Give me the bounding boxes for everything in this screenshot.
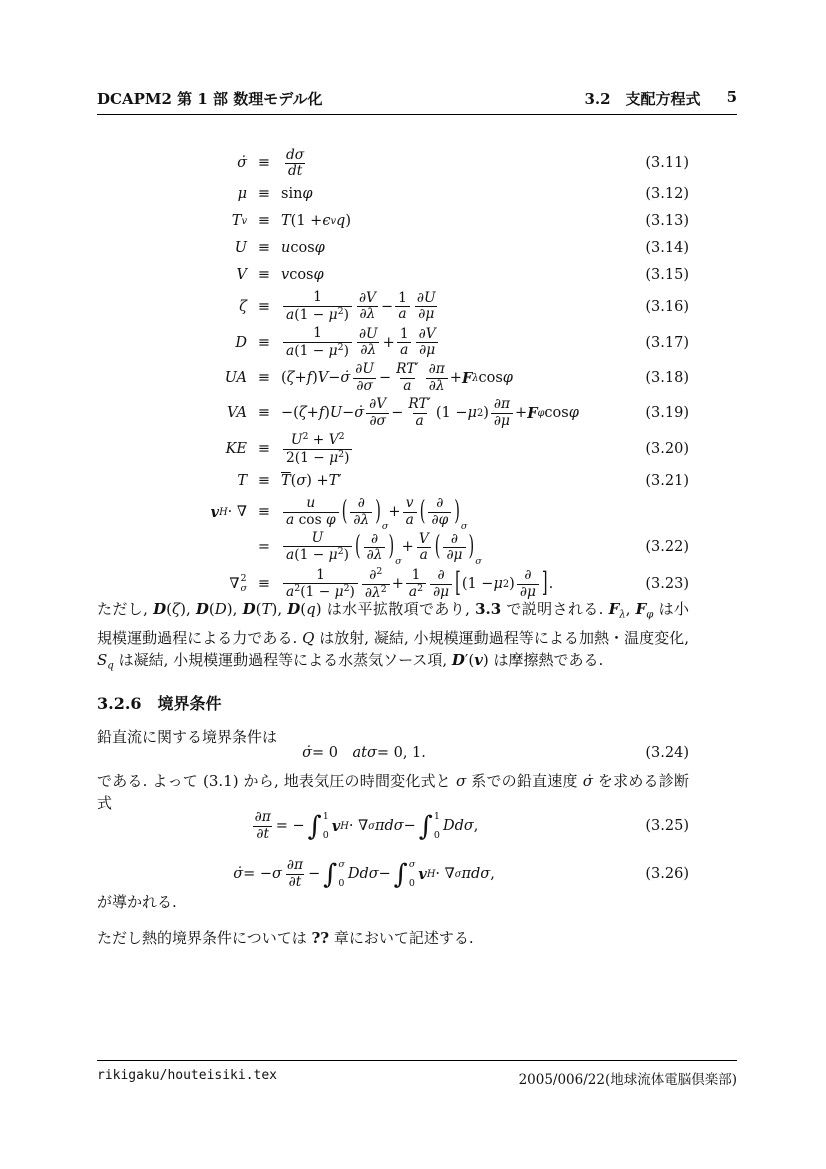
equation-number: (3.26) [645,866,689,882]
equation-row [97,236,689,260]
equation-number: (3.21) [645,473,689,490]
equation-relation: ≡ [257,504,271,521]
equation-rhs: u cos φ [281,240,325,257]
equation-row [97,290,689,323]
equation-relation: ≡ [257,576,271,593]
equation-number: (3.22) [645,539,689,556]
equation-row [97,567,689,601]
equation-lhs: V [236,267,247,284]
paragraph-derived: が導かれる. [97,893,177,911]
equation-number: (3.23) [645,576,689,593]
equation-number: (3.12) [645,186,689,203]
equation-rhs: $\frac{U}{a(1 - \mu^2)}$ ( $\frac{\partial}{\partial\lambda}$ ) σ + $\frac{V}{a}$ ( $\frac{\partial}{\partial\mu}$ ) σ [281,531,631,564]
equation-rhs: $\frac{1}{a(1 - \mu^2)}$ $\frac{\partial V}{\partial\lambda}$ − $\frac{1}{a}$ $\frac{\partial U}{\partial\mu}$ [281,290,631,323]
equation-lhs: μ [237,186,247,203]
equation-number: (3.14) [645,240,689,257]
equation-rhs: sin φ [281,186,313,203]
equation-number: (3.17) [645,334,689,351]
equation-number: (3.16) [645,298,689,315]
equation-rhs: v cos φ [281,267,324,284]
equation-number: (3.19) [645,405,689,422]
header-title: DCAPM2 第 1 部 数理モデル化 [97,90,323,108]
header-section: 3.2 支配方程式 [584,90,701,108]
equation-block [97,146,689,603]
equation-row [97,469,689,493]
equation-row [97,397,689,429]
equation-row [97,362,689,394]
section-title: 境界条件 [157,694,222,713]
equation-lhs: v H · ∇ [210,503,247,521]
equation-lhs: σ̇ [237,155,247,172]
equation-rhs: $\frac{1}{a^2(1 - \mu^2)}$ $\frac{\partial^2}{\partial\lambda^2}$ + $\frac{1}{a^2}$ $\frac{\partial}{\partial\mu}$ [ (1 − μ 2 ) $\frac{\partial}{\partial\mu}$ ] . [281,567,631,601]
equation-number: (3.25) [645,818,689,834]
equation-lhs: KE [225,441,247,458]
equation-3-25 [97,798,689,854]
equation-relation: ≡ [257,441,271,458]
header-page-number: 5 [726,88,737,106]
equation-relation: ≡ [257,298,271,315]
paragraph-diagnostic-intro: である. よって (3.1) から, 地表気圧の時間変化式と σ 系での鉛直速度 σ̇ を求める診断式 [97,772,689,812]
paragraph-boundary-intro: 鉛直流に関する境界条件は [97,728,278,746]
equation-relation: ≡ [257,370,271,387]
equation-rhs: −( ζ + f ) U − σ̇ $\frac{\partial V}{\partial\sigma}$ − $\frac{RT'}{a}$ (1 − μ 2 ) $\frac{\partial\pi}{\partial\mu}$ + F φ cos φ [281,396,579,429]
equation-3-24 [97,738,689,768]
equation-number: (3.20) [645,441,689,458]
section-heading [97,691,689,714]
equation-lhs: U [234,240,247,257]
equation-row [97,263,689,287]
equation-relation: ≡ [257,240,271,257]
equation-lhs: T [237,473,247,490]
equation-number: (3.18) [645,370,689,387]
equation-rhs: $\frac{U^2 + V^2}{2(1 - \mu^2)}$ [281,432,631,466]
page-header [97,88,737,115]
equation-relation: = [257,539,271,556]
equation-rhs: $\frac{u}{\text{a cos φ}}$ ( $\frac{\partial}{\partial\lambda}$ ) σ + $\frac{v}{a}$ ( $\frac{\partial}{\partial\varphi}$ ) σ [281,496,631,528]
equation-lhs: ζ [239,298,247,315]
footer-date: 2005/006/22(地球流体電脳倶楽部) [518,1072,737,1088]
equation-number: (3.15) [645,267,689,284]
equation-rhs: T (1 + ϵ v q ) [281,213,351,230]
equation-relation: ≡ [257,267,271,284]
equation-relation: ≡ [257,186,271,203]
equation-row [97,182,689,206]
equation-content: $\frac{\partial\pi}{\partial t}$ = − ∫ 1 0 v H · ∇ σ πdσ − ∫ 1 0 Ddσ , [254,809,479,842]
equation-rhs: $\frac{1}{a(1 - \mu^2)}$ $\frac{\partial U}{\partial\lambda}$ + $\frac{1}{a}$ $\frac{\partial V}{\partial\mu}$ [281,326,631,359]
equation-number: (3.11) [645,155,689,172]
equation-row [97,209,689,233]
footer-filename: rikigaku/houteisiki.tex [97,1068,278,1083]
equation-lhs: UA [224,370,247,387]
equation-relation: ≡ [257,155,271,172]
equation-number: (3.13) [645,213,689,230]
header-right [584,88,737,109]
equation-rhs: ( ζ + f ) V − σ̇ $\frac{\partial U}{\partial\sigma}$ − $\frac{RT'}{a}$ $\frac{\partial\pi}{\partial\lambda}$ + F λ cos φ [281,361,513,394]
equation-relation: ≡ [257,213,271,230]
equation-relation: ≡ [257,334,271,351]
equation-content: σ̇ = 0 at σ = 0, 1. [302,745,426,761]
page-footer [97,1060,737,1088]
equation-row [97,495,689,532]
equation-rhs: $\overline{T}$ ( σ ) + T ′ [281,473,342,490]
paragraph-thermal-note: ただし熱的境界条件については ?? 章において記述する. [97,929,474,947]
equation-rhs: $\frac{d\sigma}{dt}$ [286,146,305,179]
equation-relation: ≡ [257,473,271,490]
equation-relation: ≡ [257,405,271,422]
equation-content: σ̇ = − σ $\frac{\partial\pi}{\partial t}$ − ∫ σ 0 Ddσ − ∫ σ 0 v H · ∇ σ πdσ , [233,857,495,890]
section-number: 3.2.6 [97,694,142,713]
equation-lhs: D [235,334,247,351]
equation-row [97,326,689,359]
equation-row [97,432,689,466]
equation-row [97,148,689,180]
equation-lhs: ∇ 2 σ [229,572,247,595]
equation-number: (3.24) [645,745,689,761]
equation-lhs: VA [227,405,247,422]
equation-lhs: T v [231,213,247,230]
equation-row [97,529,689,568]
paragraph-diffusion-terms: ただし, D(ζ), D(D), D(T), D(q) は水平拡散項であり, 3.3 で説明される. $F_\lambda$, $F_\varphi$ は小規模運動過程による力である. Q は放射, 凝結, 小規模運動過程等による加熱・温度変化, $S_q$ は凝結, 小規模運動過程等による水蒸気ソース項, D′(v) は摩擦熱である. [97,600,689,672]
